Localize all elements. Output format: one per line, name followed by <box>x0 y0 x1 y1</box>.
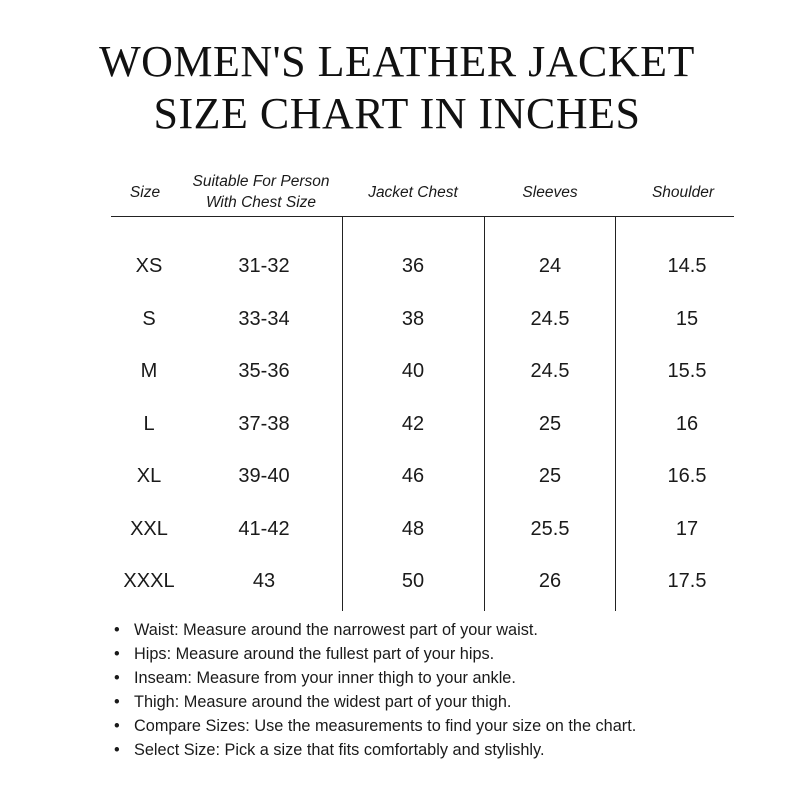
bullet-icon: • <box>114 645 120 663</box>
list-item <box>114 666 734 690</box>
table-cell: 37-38 <box>238 412 290 435</box>
table-cell: 17.5 <box>667 569 707 592</box>
table-cell: 25 <box>538 464 562 487</box>
header-divider <box>111 216 734 217</box>
table-cell: 42 <box>401 412 425 435</box>
table-cell: 15.5 <box>667 359 707 382</box>
list-item <box>114 738 734 762</box>
table-cell: 38 <box>401 307 425 330</box>
list-item <box>114 642 734 666</box>
table-cell: M <box>140 359 158 382</box>
bullet-icon: • <box>114 717 120 735</box>
header-person-chest <box>180 168 342 216</box>
page-title <box>0 36 794 140</box>
table-cell: 24.5 <box>530 359 570 382</box>
table-cell: 15 <box>675 307 699 330</box>
note-text: Thigh: Measure around the widest part of your thigh. <box>134 693 512 711</box>
header-person-line-1: Suitable For Person <box>192 173 330 190</box>
table-cell: XXL <box>130 517 168 540</box>
note-text: Select Size: Pick a size that fits comfortably and stylishly. <box>134 741 545 759</box>
table-cell: 31-32 <box>238 254 290 277</box>
table-cell: 46 <box>401 464 425 487</box>
list-item <box>114 690 734 714</box>
table-cell: 48 <box>401 517 425 540</box>
table-cell: 14.5 <box>667 254 707 277</box>
title-line-1: WOMEN'S LEATHER JACKET <box>99 37 695 86</box>
table-cell: 39-40 <box>238 464 290 487</box>
table-cell: 26 <box>538 569 562 592</box>
table-cell: S <box>142 307 156 330</box>
table-cell: 50 <box>401 569 425 592</box>
table-cell: XS <box>135 254 163 277</box>
bullet-icon: • <box>114 669 120 687</box>
table-cell: 35-36 <box>238 359 290 382</box>
list-item <box>114 618 734 642</box>
table-cell: 33-34 <box>238 307 290 330</box>
header-sleeves: Sleeves <box>522 183 578 201</box>
table-cell: 25.5 <box>530 517 570 540</box>
table-cell: 40 <box>401 359 425 382</box>
measurement-notes <box>108 618 734 762</box>
table-cell: 25 <box>538 412 562 435</box>
bullet-icon: • <box>114 741 120 759</box>
table-cell: 24.5 <box>530 307 570 330</box>
table-cell: XL <box>136 464 162 487</box>
table-cell: 36 <box>401 254 425 277</box>
header-size: Size <box>129 183 161 201</box>
table-cell: 16.5 <box>667 464 707 487</box>
header-shoulder: Shoulder <box>651 183 715 201</box>
table-cell: 43 <box>252 569 276 592</box>
table-cell: 41-42 <box>238 517 290 540</box>
bullet-icon: • <box>114 693 120 711</box>
title-line-2: SIZE CHART IN INCHES <box>153 89 641 138</box>
note-text: Hips: Measure around the fullest part of your hips. <box>134 645 495 663</box>
table-cell: 17 <box>675 517 699 540</box>
table-cell: 24 <box>538 254 562 277</box>
table-cell: 16 <box>675 412 699 435</box>
table-cell: XXXL <box>123 569 175 592</box>
list-item <box>114 714 734 738</box>
note-text: Inseam: Measure from your inner thigh to your ankle. <box>134 669 516 687</box>
header-person-line-2: With Chest Size <box>205 194 317 211</box>
header-jacket-chest: Jacket Chest <box>368 183 458 201</box>
bullet-icon: • <box>114 621 120 639</box>
note-text: Waist: Measure around the narrowest part of your waist. <box>134 621 538 639</box>
table-cell: L <box>143 412 155 435</box>
note-text: Compare Sizes: Use the measurements to find your size on the chart. <box>134 717 637 735</box>
